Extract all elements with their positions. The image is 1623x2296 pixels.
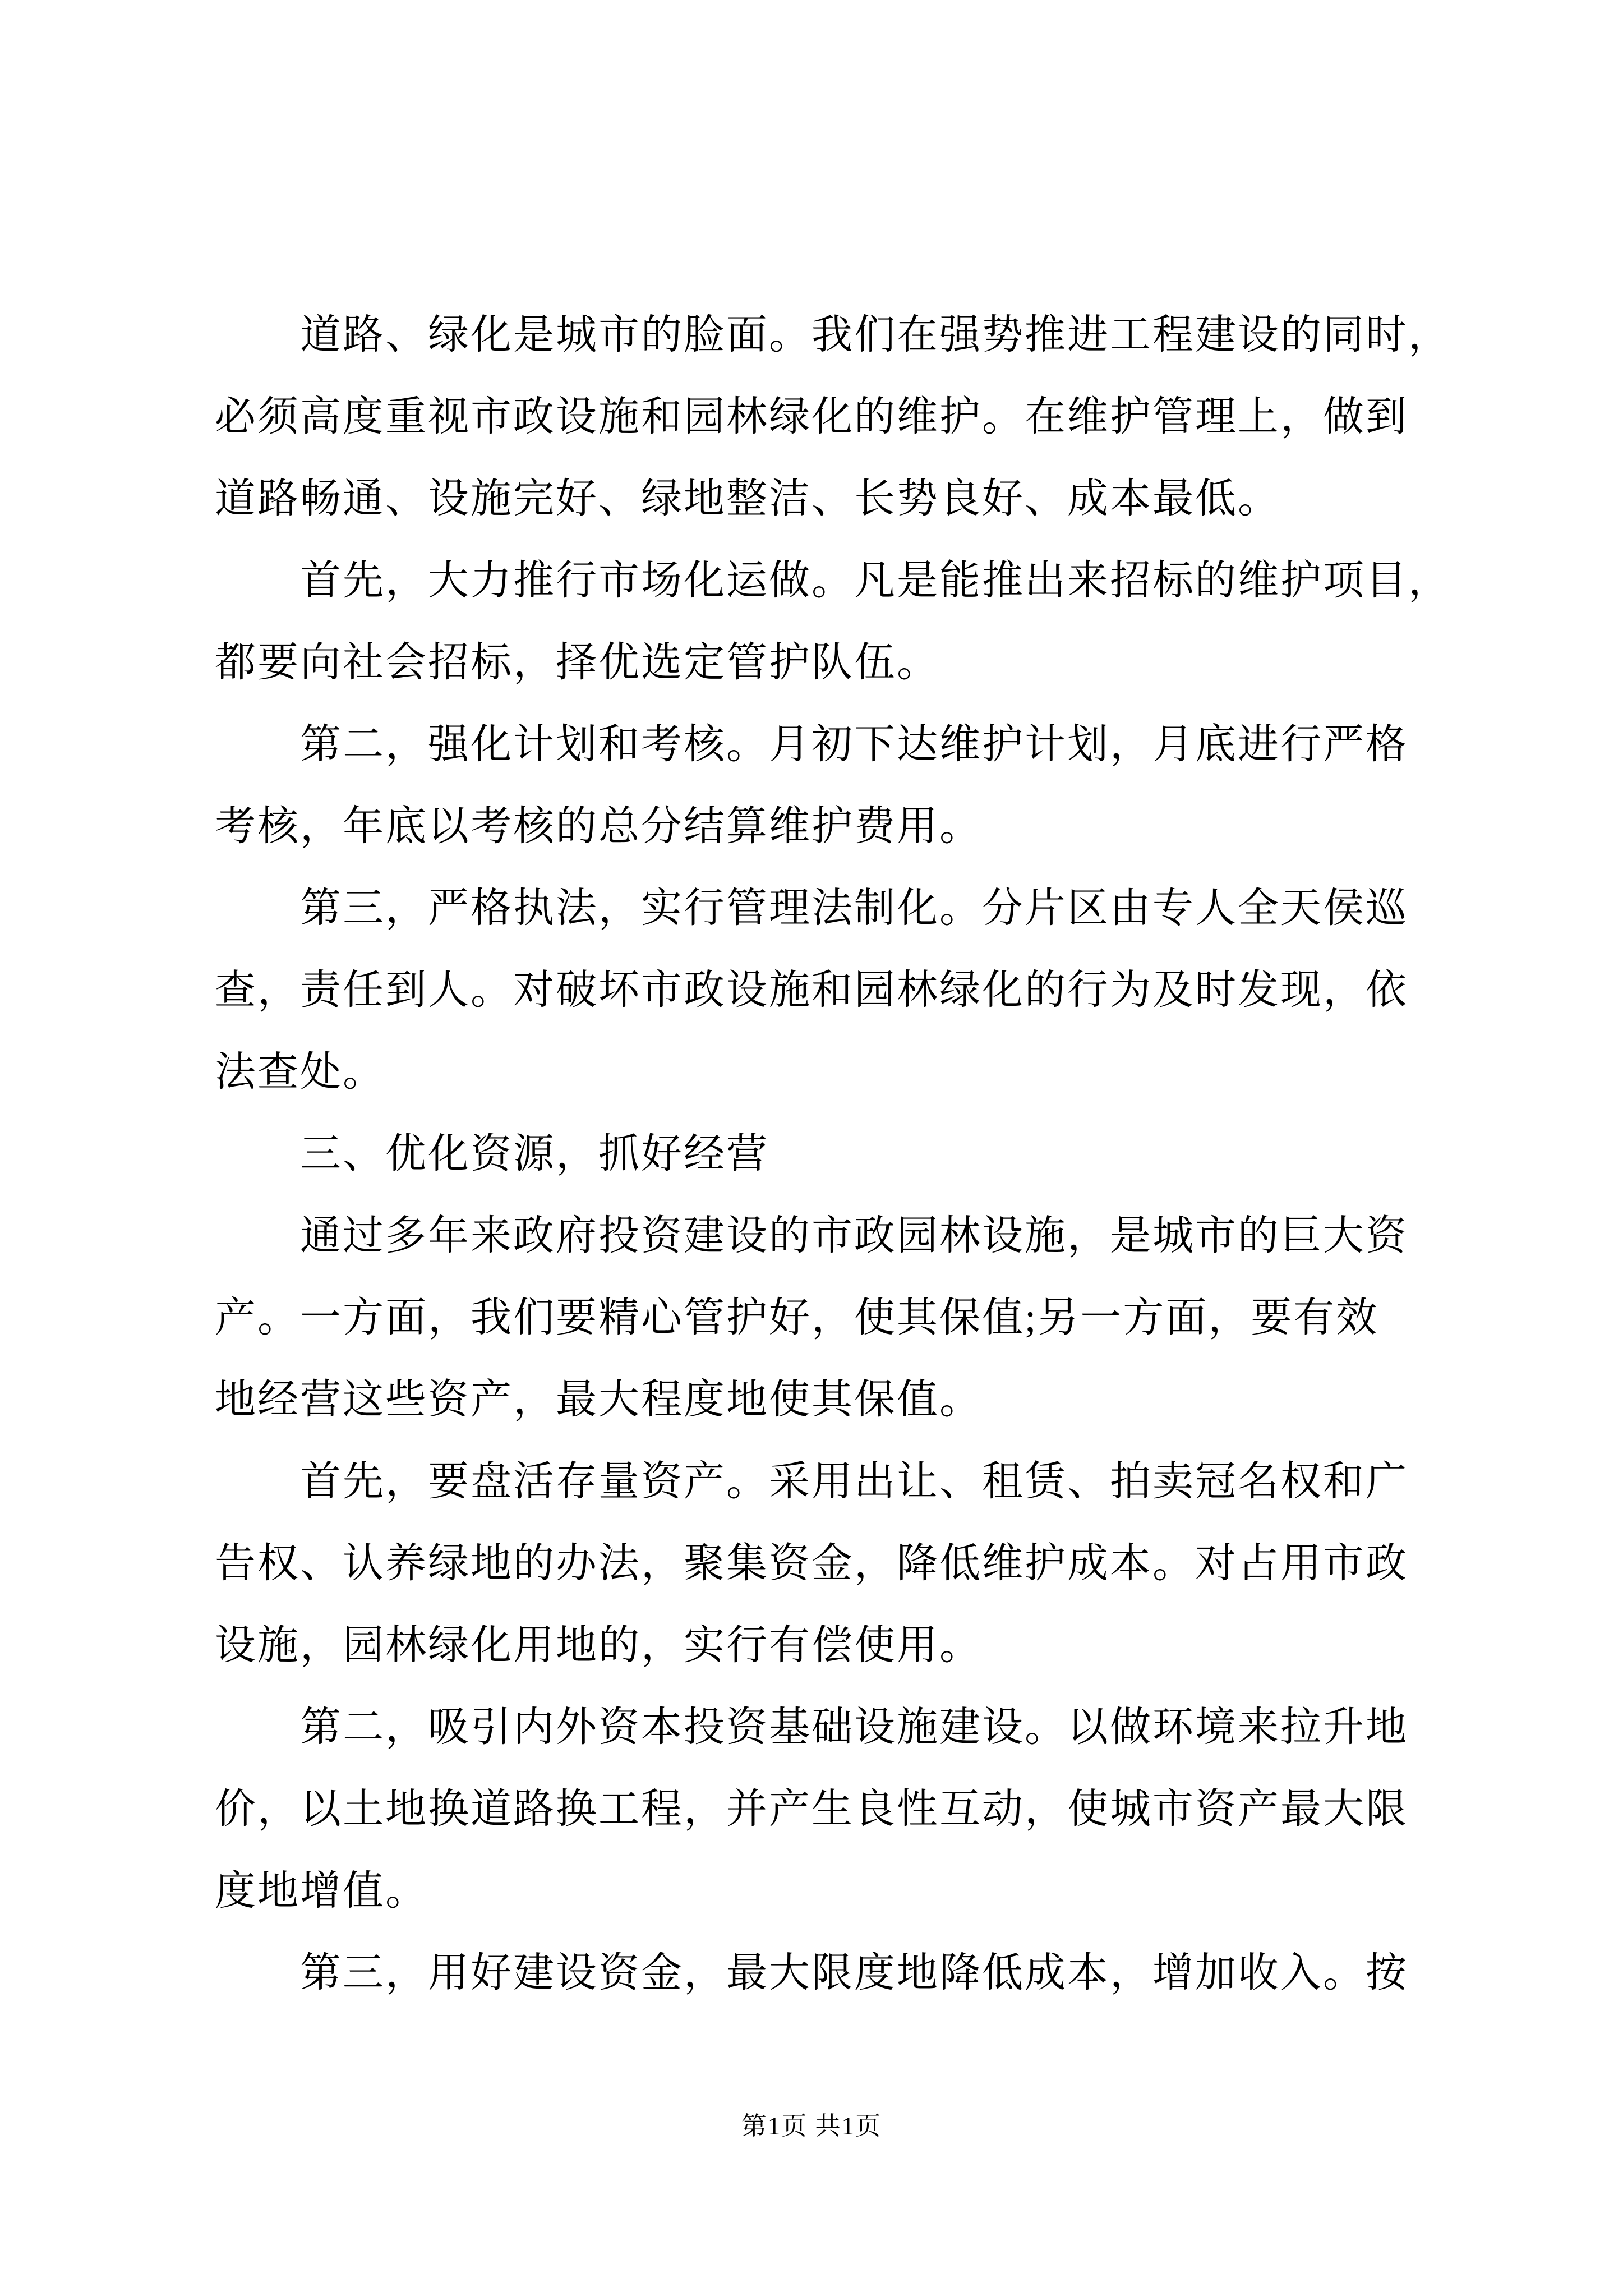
text-line: 都要向社会招标，择优选定管护队伍。 xyxy=(215,639,939,685)
paragraph xyxy=(215,1441,1415,1686)
text-line: 三、优化资源，抓好经营 xyxy=(300,1131,769,1176)
text-line: 道路、绿化是城市的脸面。我们在强势推进工程建设的同时， xyxy=(300,312,1451,357)
paragraph xyxy=(215,1686,1415,1932)
paragraph xyxy=(215,1113,1415,1195)
text-line: 道路畅通、设施完好、绿地整洁、长势良好、成本最低。 xyxy=(215,476,1280,521)
paragraph xyxy=(215,1195,1415,1441)
paragraph xyxy=(215,540,1451,703)
text-line: 地经营这些资产，最大程度地使其保值。 xyxy=(215,1377,982,1422)
text-line: 设施，园林绿化用地的，实行有偿使用。 xyxy=(215,1622,982,1668)
text-line: 价，以土地换道路换工程，并产生良性互动，使城市资产最大限 xyxy=(215,1786,1408,1832)
paragraph xyxy=(215,703,1415,867)
document-body xyxy=(215,294,1451,2014)
text-line: 告权、认养绿地的办法，聚集资金，降低维护成本。对占用市政 xyxy=(215,1540,1408,1586)
text-line: 首先，大力推行市场化运做。凡是能推出来招标的维护项目， xyxy=(300,558,1451,603)
text-line: 首先，要盘活存量资产。采用出让、租赁、拍卖冠名权和广 xyxy=(300,1458,1408,1504)
paragraph xyxy=(215,1932,1415,2014)
text-line: 考核，年底以考核的总分结算维护费用。 xyxy=(215,803,982,849)
page-footer xyxy=(0,2105,1623,2147)
paragraph xyxy=(215,867,1415,1113)
text-line: 查，责任到人。对破坏市政设施和园林绿化的行为及时发现，依 xyxy=(215,967,1408,1013)
text-line: 第二，强化计划和考核。月初下达维护计划，月底进行严格 xyxy=(300,721,1408,767)
text-line: 通过多年来政府投资建设的市政园林设施，是城市的巨大资 xyxy=(300,1213,1408,1258)
text-line: 产。一方面，我们要精心管护好，使其保值;另一方面，要有效 xyxy=(215,1295,1379,1340)
text-line: 第三，用好建设资金，最大限度地降低成本，增加收入。按 xyxy=(300,1950,1408,1995)
text-line: 第三，严格执法，实行管理法制化。分片区由专人全天侯巡 xyxy=(300,885,1408,931)
text-line: 必须高度重视市政设施和园林绿化的维护。在维护管理上，做到 xyxy=(215,394,1408,439)
text-line: 第二，吸引内外资本投资基础设施建设。以做环境来拉升地 xyxy=(300,1704,1408,1750)
text-line: 法查处。 xyxy=(215,1049,385,1094)
text-line: 度地增值。 xyxy=(215,1868,428,1913)
paragraph xyxy=(215,294,1451,540)
page-number-label: 第1页 共1页 xyxy=(741,2112,882,2140)
